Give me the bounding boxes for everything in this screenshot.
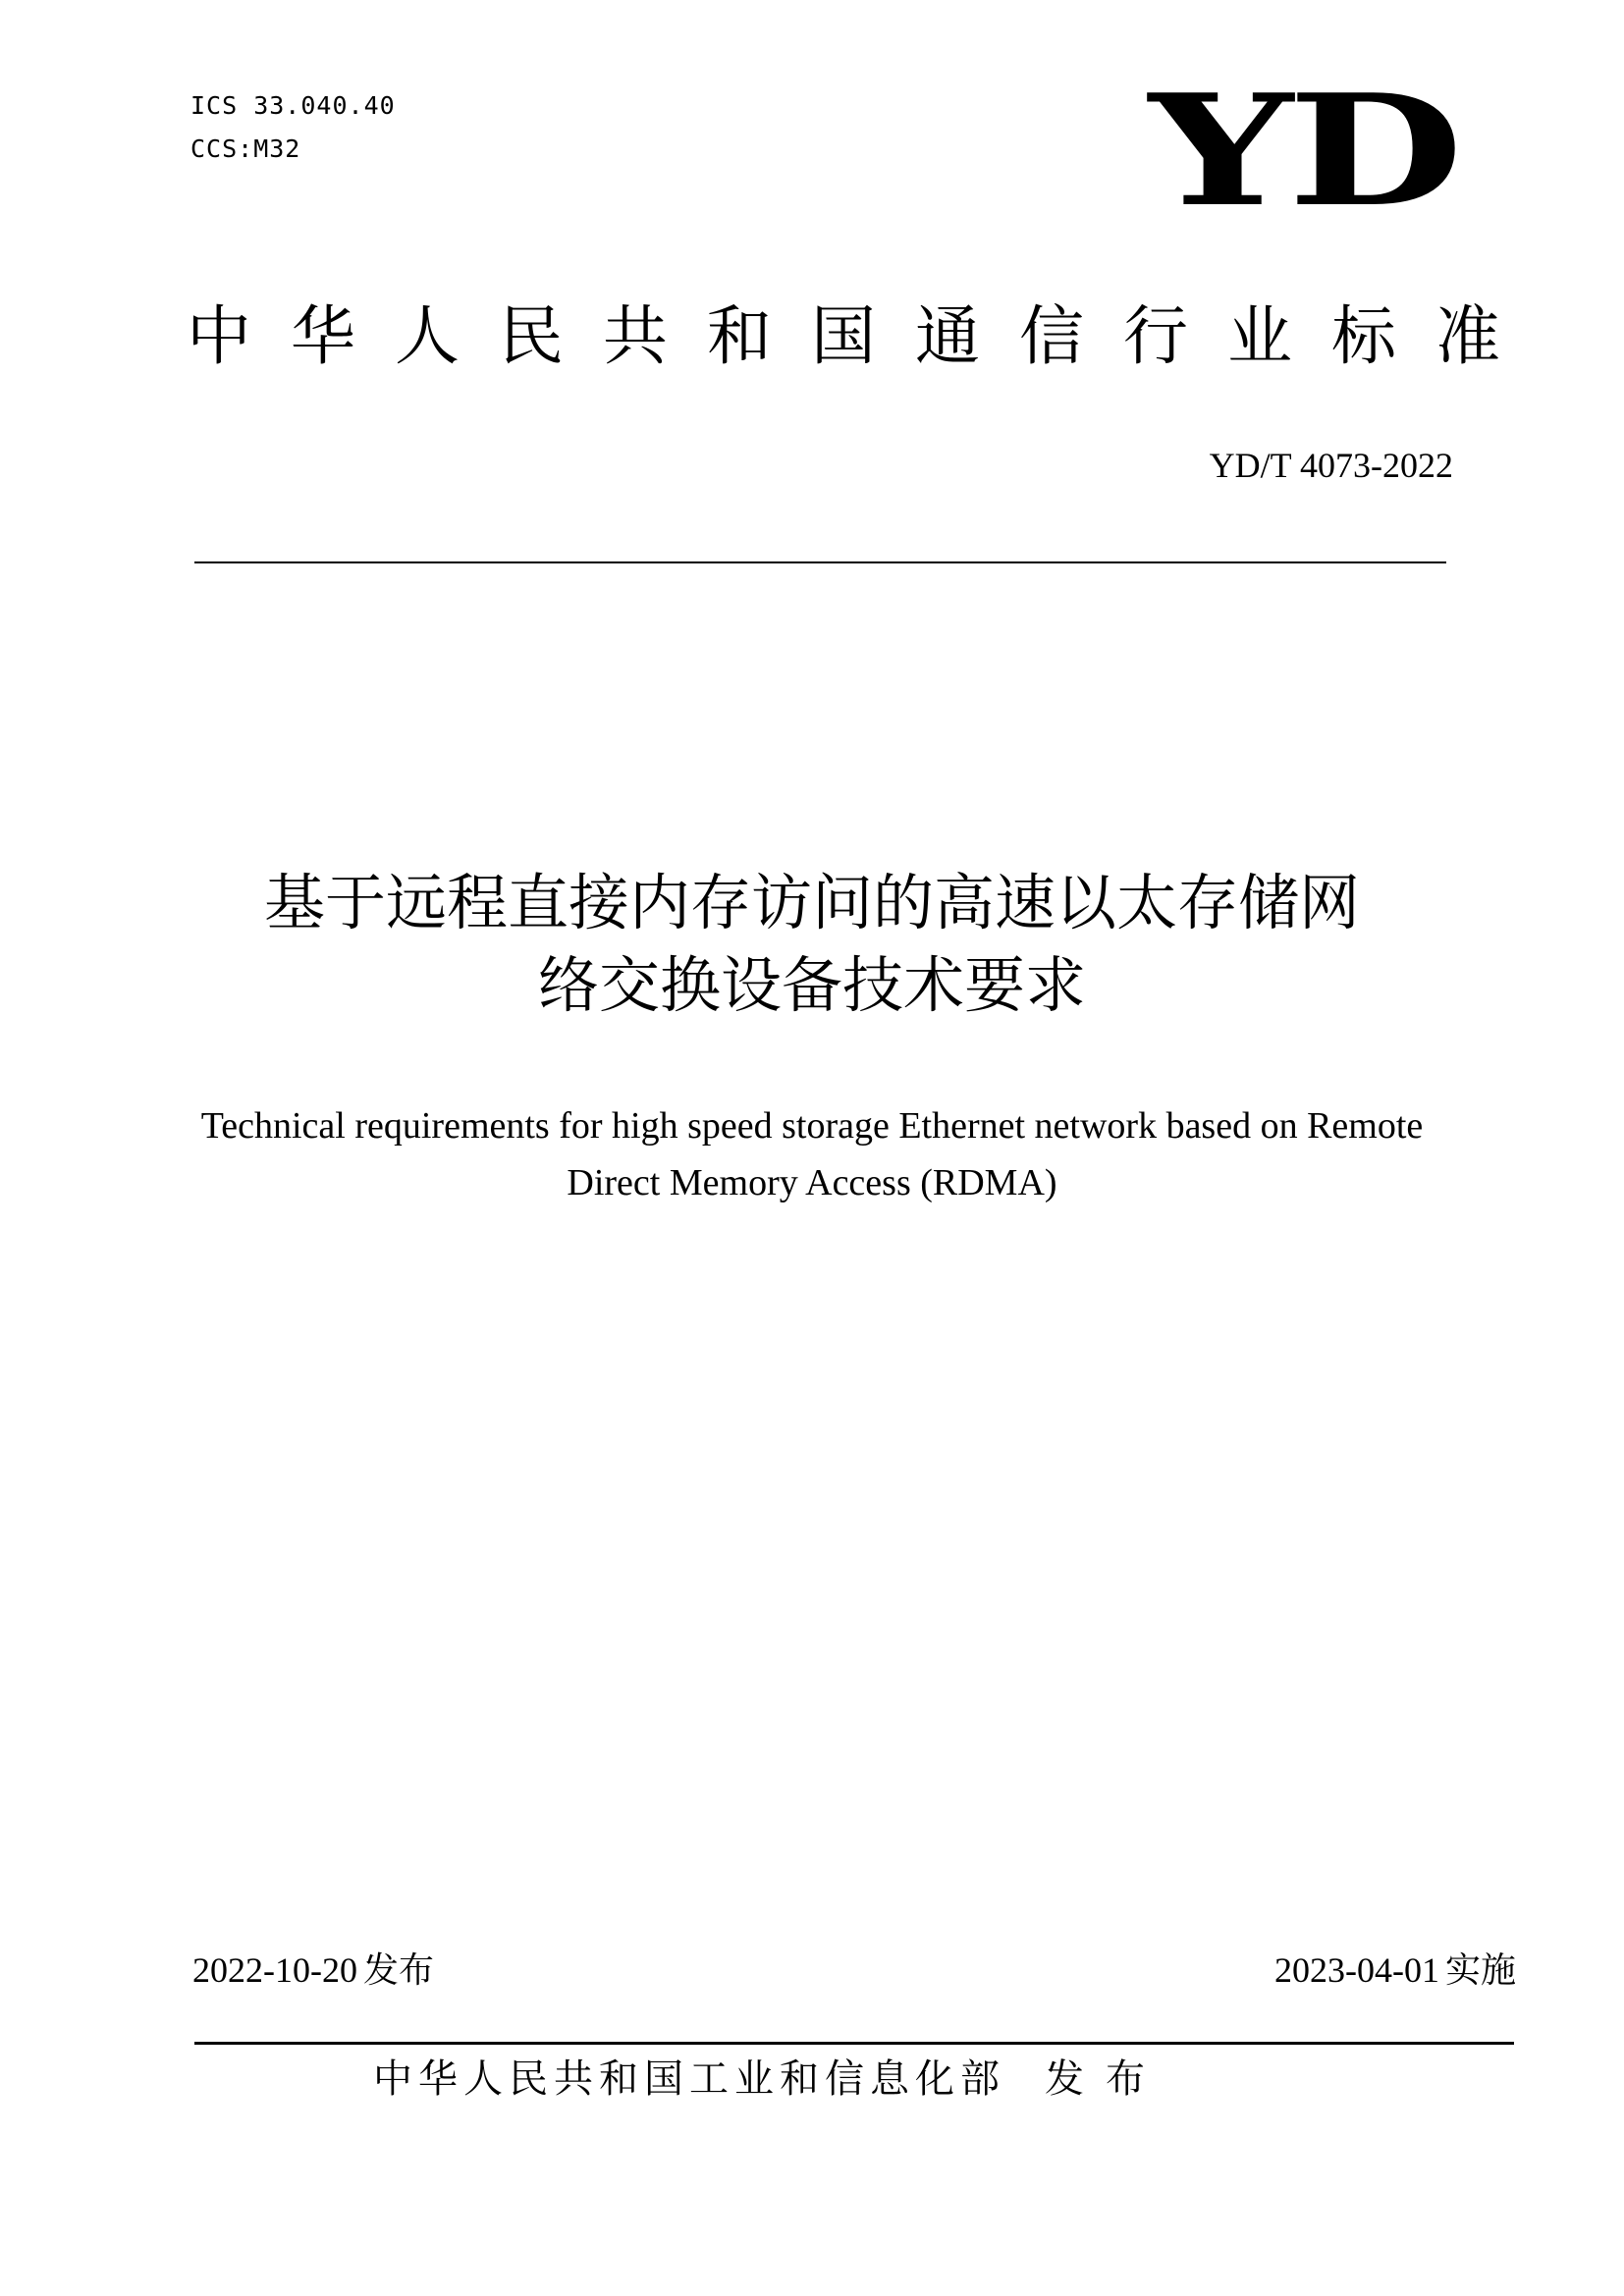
chinese-title-line-2: 络交换设备技术要求 bbox=[537, 949, 1086, 1021]
implement-label: 实施 bbox=[1444, 1950, 1516, 1991]
standard-number: YD/T 4073-2022 bbox=[1209, 446, 1453, 485]
english-title-line-2: Direct Memory Access (RDMA) bbox=[567, 1162, 1057, 1203]
header-divider bbox=[194, 561, 1446, 563]
implement-date: 2023-04-01 bbox=[1274, 1950, 1439, 1990]
chinese-title bbox=[147, 862, 1477, 1027]
publish-date: 2022-10-20 bbox=[192, 1950, 357, 1990]
publish-label: 发布 bbox=[362, 1950, 434, 1991]
footer-divider bbox=[194, 2042, 1514, 2045]
ccs-code: CCS:M32 bbox=[190, 134, 301, 163]
english-title-line-1: Technical requirements for high speed storage Ethernet network based on Remote bbox=[200, 1105, 1424, 1147]
english-title bbox=[147, 1097, 1477, 1211]
classification-codes bbox=[190, 84, 396, 171]
issuer-action: 发布 bbox=[1045, 2056, 1166, 2102]
ics-code: ICS 33.040.40 bbox=[190, 91, 396, 120]
issuer-name: 中华人民共和国工业和信息化部 bbox=[373, 2056, 1005, 2102]
implement-date-row bbox=[1274, 1948, 1516, 1994]
yd-logo: YD bbox=[1149, 61, 1459, 240]
publish-date-row bbox=[192, 1948, 434, 1994]
chinese-title-line-1: 基于远程直接内存访问的高速以太存储网 bbox=[263, 867, 1360, 938]
issuer-line bbox=[373, 2052, 1166, 2107]
standard-category-title: 中华人民共和国通信行业标准 bbox=[187, 298, 1540, 374]
